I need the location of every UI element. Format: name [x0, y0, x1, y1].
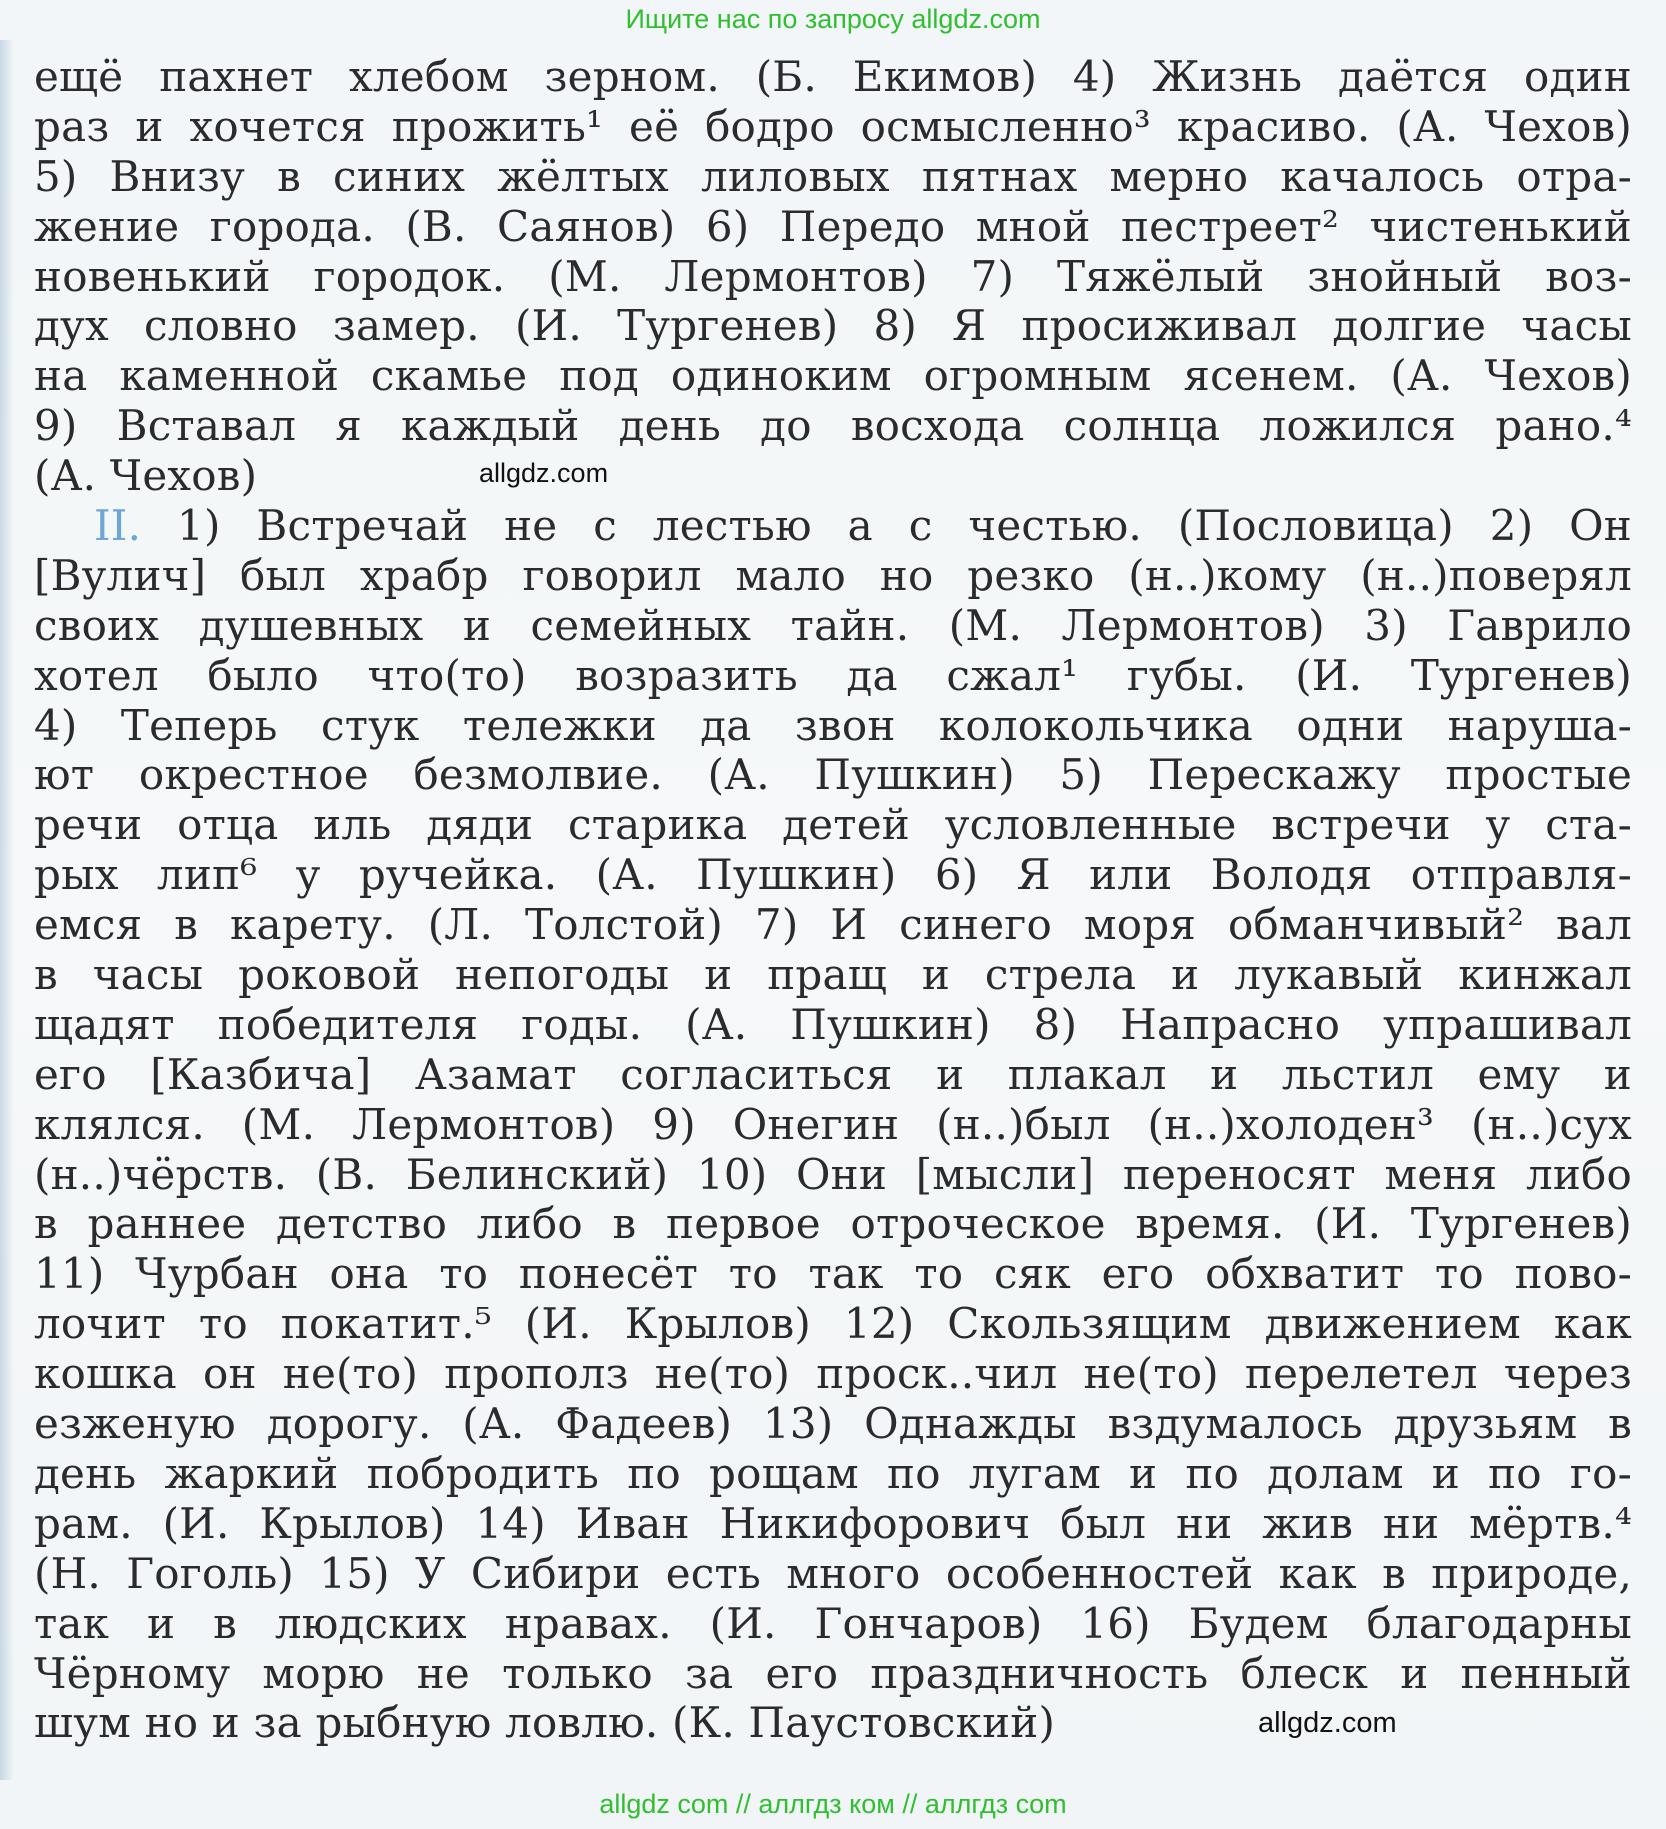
text-line: в часы роковой непогоды и пращ и стрела и лукавый кинжал — [34, 950, 1632, 1000]
text-line: раз и хочется прожить¹ её бодро осмысленно³ красиво. (А. Чехов) — [34, 101, 1632, 151]
right-watermark[interactable]: allgdz.com — [1258, 1707, 1397, 1739]
text-line: Чёрному морю не только за его праздничность блеск и пенный — [34, 1648, 1632, 1698]
text-line: его [Казбича] Азамат согласиться и плакал и льстил ему и — [34, 1049, 1632, 1099]
text-line: 11) Чурбан она то понесёт то так то сяк его обхватит то пово- — [34, 1249, 1632, 1299]
text-line: хотел было что(то) возразить да сжал¹ губы. (И. Тургенев) — [34, 650, 1632, 700]
text-line: 5) Внизу в синих жёлтых лиловых пятнах мерно качалось отра- — [34, 151, 1632, 201]
text-line: своих душевных и семейных тайн. (М. Лермонтов) 3) Гаврило — [34, 600, 1632, 650]
text-line: клялся. (М. Лермонтов) 9) Онегин (н..)был (н..)холоден³ (н..)сух — [34, 1099, 1632, 1149]
text-line: речи отца иль дяди старика детей условленные встречи у ста- — [34, 800, 1632, 850]
text-line: дух словно замер. (И. Тургенев) 8) Я просиживал долгие часы — [34, 301, 1632, 351]
text-line: шум но и за рыбную ловлю. (К. Паустовский) — [34, 1698, 1056, 1748]
text-line: рам. (И. Крылов) 14) Иван Никифорович был ни жив ни мёртв.⁴ — [34, 1498, 1632, 1548]
text-line: емся в карету. (Л. Толстой) 7) И синего моря обманчивый² вал — [34, 900, 1632, 950]
text-line: лочит то покатит.⁵ (И. Крылов) 12) Скользящим движением как — [34, 1299, 1632, 1349]
text-line: ют окрестное безмолвие. (А. Пушкин) 5) Перескажу простые — [34, 750, 1632, 800]
text-line: [Вулич] был храбр говорил мало но резко (н..)кому (н..)поверял — [34, 550, 1632, 600]
text-line: (Н. Гоголь) 15) У Сибири есть много особенностей как в природе, — [34, 1548, 1632, 1598]
text-line: (А. Чехов) — [34, 451, 258, 501]
text-line: новенький городок. (М. Лермонтов) 7) Тяжёлый знойный воз- — [34, 251, 1632, 301]
top-watermark[interactable]: Ищите нас по запросу allgdz.com — [625, 4, 1041, 34]
bottom-watermark[interactable]: allgdz com // аллгдз ком // аллгдз com — [599, 1789, 1067, 1819]
text-line: 9) Вставал я каждый день до восхода солнца ложился рано.⁴ — [34, 401, 1632, 451]
text-line: щадят победителя годы. (А. Пушкин) 8) Напрасно упрашивал — [34, 999, 1632, 1049]
text-line: ещё пахнет хлебом зерном. (Б. Екимов) 4) Жизнь даётся один — [34, 52, 1632, 101]
text-line: езженую дорогу. (А. Фадеев) 13) Однажды вздумалось друзьям в — [34, 1399, 1632, 1449]
text-line: 4) Теперь стук тележки да звон колокольчика одни наруша- — [34, 700, 1632, 750]
section-number: II. — [94, 501, 142, 551]
exercise-text — [34, 52, 1632, 1748]
text-line: жение города. (В. Саянов) 6) Передо мной пестреет² чистенький — [34, 201, 1632, 251]
text-line: на каменной скамье под одиноким огромным ясенем. (А. Чехов) — [34, 351, 1632, 401]
text-line: в раннее детство либо в первое отроческое время. (И. Тургенев) — [34, 1199, 1632, 1249]
text-line: рых лип⁶ у ручейка. (А. Пушкин) 6) Я или Володя отправля- — [34, 850, 1632, 900]
text-line: кошка он не(то) прополз не(то) проск..чил не(то) перелетел через — [34, 1349, 1632, 1399]
text-line: (н..)чёрств. (В. Белинский) 10) Они [мысли] переносят меня либо — [34, 1149, 1632, 1199]
text-fragment: 1) Встречай не с лестью а с честью. (Пословица) 2) Он — [141, 501, 1632, 551]
page-edge-shadow — [0, 40, 14, 1780]
section-two-first-line — [34, 501, 1632, 551]
text-line: день жаркий побродить по рощам по лугам и по долам и по го- — [34, 1448, 1632, 1498]
middle-watermark[interactable]: allgdz.com — [479, 458, 609, 488]
text-line: так и в людских нравах. (И. Гончаров) 16) Будем благодарны — [34, 1598, 1632, 1648]
